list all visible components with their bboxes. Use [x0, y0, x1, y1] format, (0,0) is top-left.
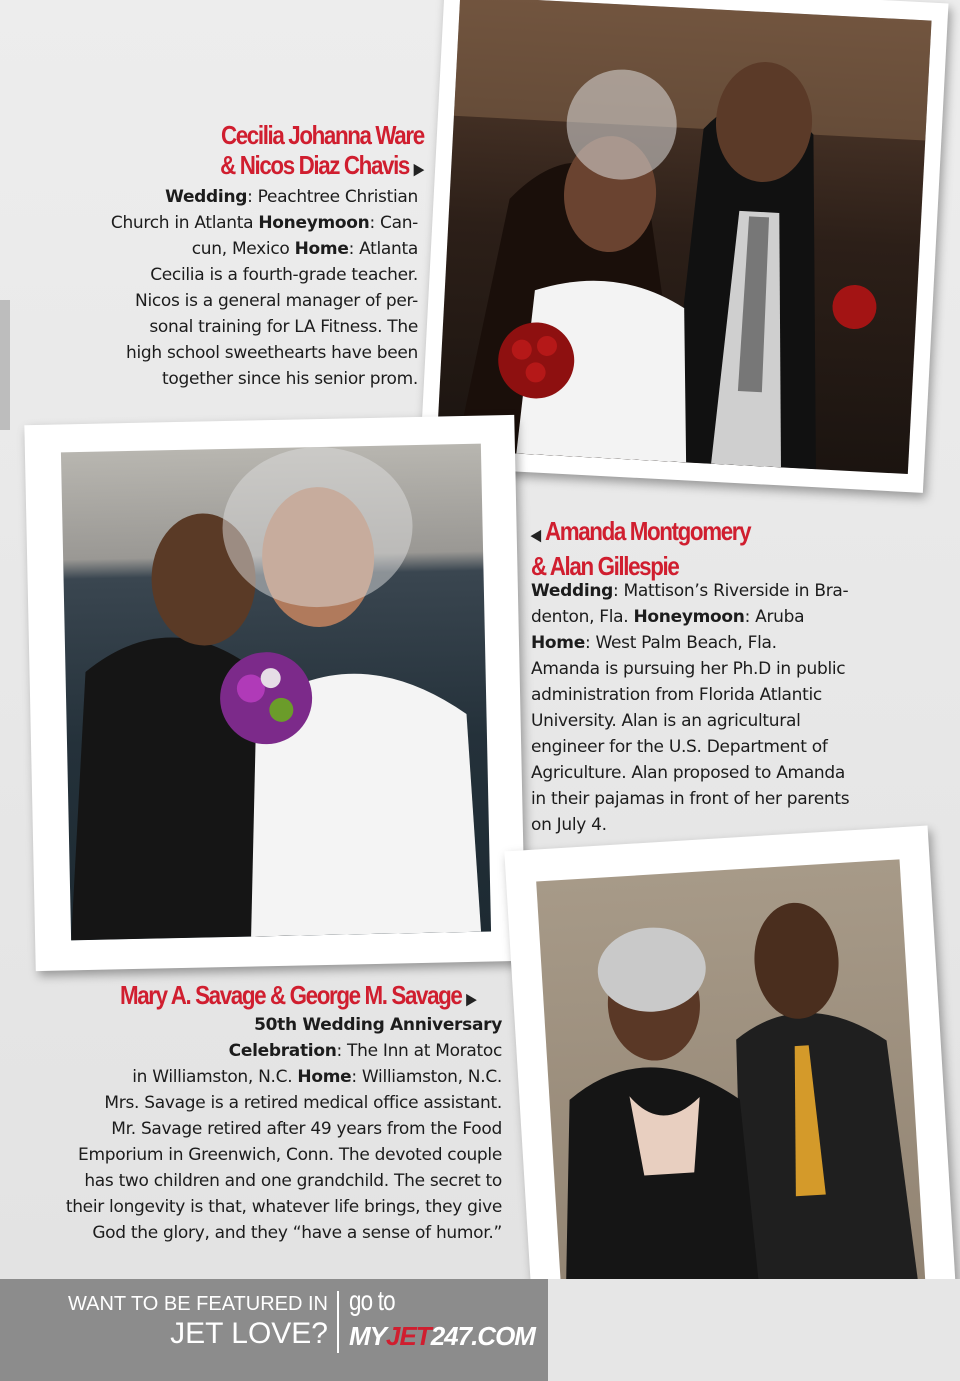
bold-label: 50th Wedding Anniversary	[254, 1015, 502, 1035]
footer-question-line2: JET LOVE?	[170, 1317, 328, 1350]
footer-band	[0, 1279, 548, 1381]
text-line	[531, 630, 849, 656]
couple2-photo-frame	[24, 415, 525, 971]
text-run: in their pajamas in front of her parents	[531, 789, 850, 809]
text-run: God the glory, and they “have a sense of humor.”	[92, 1223, 502, 1243]
footer-url-part2: JET	[386, 1321, 431, 1351]
couple2-names-line1	[531, 516, 750, 551]
text-line	[66, 1168, 502, 1194]
text-run: : West Palm Beach, Fla.	[584, 633, 777, 653]
text-line	[66, 1038, 502, 1064]
text-run: University. Alan is an agricultural	[531, 711, 801, 731]
couple1-details	[111, 184, 418, 392]
text-line	[531, 682, 849, 708]
footer	[0, 1279, 960, 1381]
text-line	[111, 210, 418, 236]
text-run: in Williamston, N.C.	[132, 1067, 298, 1087]
couple1-names-line2	[220, 150, 424, 185]
text-line	[531, 760, 849, 786]
text-run: : Can-	[369, 213, 418, 233]
text-run: Church in Atlanta	[110, 213, 259, 233]
page-edge-tab	[0, 300, 10, 430]
couple3-photo	[536, 859, 928, 1350]
couple3-names	[120, 980, 476, 1015]
text-run: Emporium in Greenwich, Conn. The devoted couple	[78, 1145, 502, 1165]
footer-url-part3: 247.COM	[430, 1321, 535, 1351]
footer-url-link[interactable]	[349, 1321, 535, 1352]
text-run: on July 4.	[531, 815, 607, 835]
text-run: high school sweethearts have been	[126, 343, 418, 363]
text-line	[111, 314, 418, 340]
text-run: their longevity is that, whatever life brings, they give	[65, 1197, 502, 1217]
couple1-names-line1: Cecilia Johanna Ware	[221, 120, 424, 150]
couple2-names	[531, 516, 750, 581]
couple3-photo-art	[536, 859, 928, 1350]
bold-label: Home	[294, 239, 349, 259]
text-run: sonal training for LA Fitness. The	[149, 317, 418, 337]
text-run: : Williamston, N.C.	[351, 1067, 502, 1087]
text-run: cun, Mexico	[191, 239, 295, 259]
right-arrow-icon: ▶	[414, 161, 424, 178]
text-line	[111, 340, 418, 366]
text-run: engineer for the U.S. Department of	[531, 737, 828, 757]
text-line	[66, 1220, 502, 1246]
left-arrow-icon: ◀	[531, 527, 541, 544]
couple1-names-line2-text: & Nicos Diaz Chavis	[220, 150, 410, 180]
bold-label: Home	[297, 1067, 352, 1087]
bold-label: Celebration	[228, 1041, 337, 1061]
text-run: denton, Fla.	[531, 607, 634, 627]
text-line	[531, 578, 849, 604]
text-line	[66, 1142, 502, 1168]
bold-label: Home	[531, 633, 585, 653]
text-run: Cecilia is a fourth-grade teacher.	[150, 265, 418, 285]
text-run: together since his senior prom.	[161, 369, 418, 389]
text-run: Mr. Savage retired after 49 years from the Food	[111, 1119, 502, 1139]
text-line	[66, 1064, 502, 1090]
couple2-photo	[61, 444, 491, 941]
text-line	[66, 1090, 502, 1116]
text-line	[66, 1116, 502, 1142]
couple1-photo-art	[436, 0, 931, 474]
text-line	[111, 184, 418, 210]
couple3-names-text: Mary A. Savage & George M. Savage	[119, 980, 462, 1010]
text-line	[111, 366, 418, 392]
text-line	[531, 604, 849, 630]
text-line	[66, 1194, 502, 1220]
couple2-photo-art	[61, 444, 491, 941]
bold-label: Honeymoon	[633, 607, 745, 627]
text-line	[111, 262, 418, 288]
text-run: has two children and one grandchild. The secret to	[84, 1171, 502, 1191]
text-run: : Atlanta	[348, 239, 418, 259]
text-line	[66, 1012, 502, 1038]
footer-go-to: go to	[349, 1285, 395, 1316]
text-run: administration from Florida Atlantic	[531, 685, 822, 705]
text-line	[531, 786, 849, 812]
couple3-details	[66, 1012, 502, 1246]
couple2-names-line1-text: Amanda Montgomery	[544, 516, 751, 546]
bold-label: Honeymoon	[258, 213, 370, 233]
couple2-details	[531, 578, 849, 838]
couple2-names-line2: & Alan Gillespie	[531, 551, 679, 581]
bold-label: Wedding	[531, 581, 614, 601]
bold-label: Wedding	[165, 187, 248, 207]
text-run: : The Inn at Moratoc	[336, 1041, 502, 1061]
text-line	[531, 734, 849, 760]
couple3-names-line	[120, 980, 476, 1015]
text-run: Mrs. Savage is a retired medical office assistant.	[104, 1093, 502, 1113]
couple1-photo	[436, 0, 931, 474]
text-run: Nicos is a general manager of per-	[135, 291, 418, 311]
text-line	[111, 288, 418, 314]
text-run: : Aruba	[744, 607, 805, 627]
footer-question-line1: WANT TO BE FEATURED IN	[67, 1293, 328, 1315]
right-arrow-icon: ▶	[466, 991, 476, 1008]
footer-url-part1: MY	[349, 1321, 386, 1351]
text-run: Agriculture. Alan proposed to Amanda	[531, 763, 846, 783]
text-line	[531, 708, 849, 734]
text-run: : Mattison’s Riverside in Bra-	[613, 581, 849, 601]
text-line	[531, 656, 849, 682]
couple1-names	[220, 120, 424, 185]
text-run: Amanda is pursuing her Ph.D in public	[531, 659, 846, 679]
text-run: : Peachtree Christian	[247, 187, 418, 207]
footer-divider	[337, 1291, 339, 1353]
text-line	[111, 236, 418, 262]
